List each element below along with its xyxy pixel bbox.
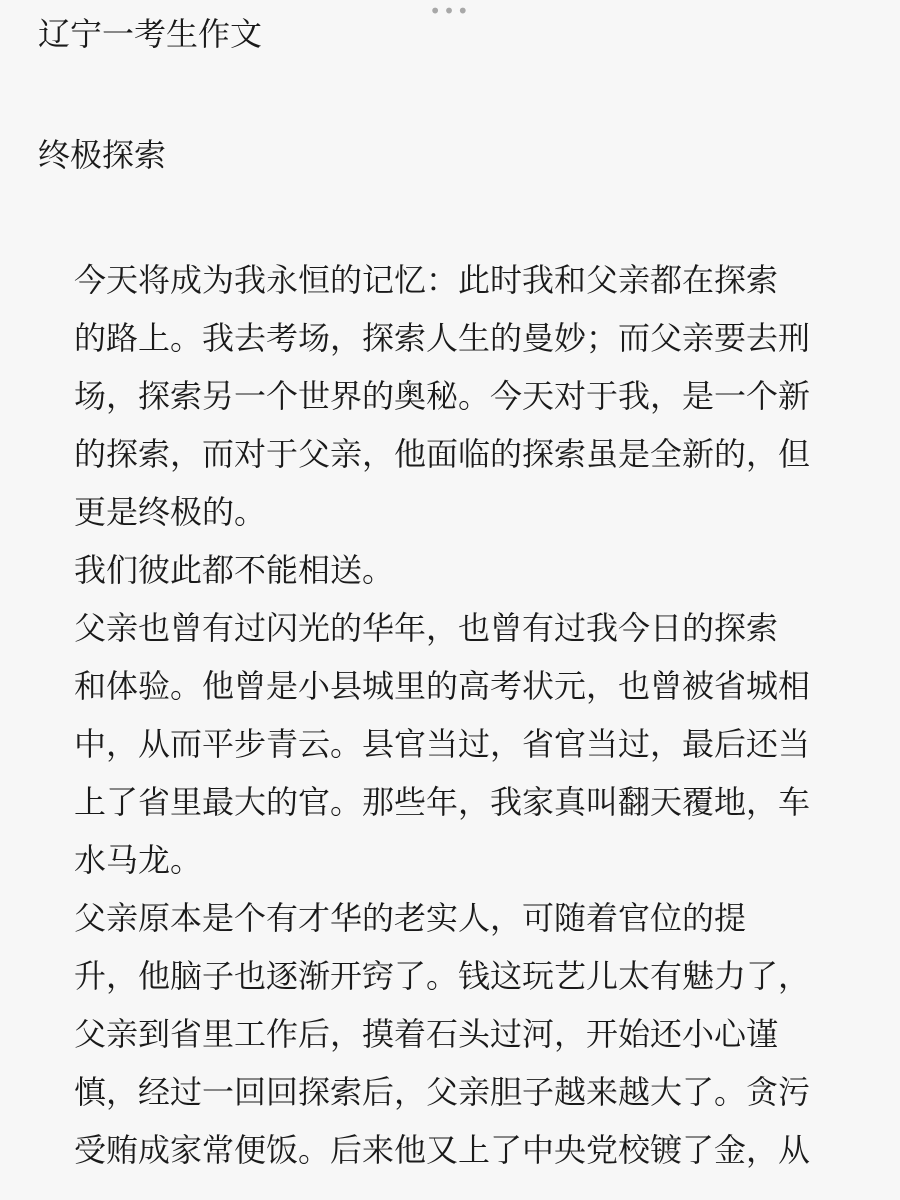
text-line: 水马龙。 (74, 841, 203, 879)
text-line: 更是终极的。 (74, 493, 267, 531)
text-line: 中，从而平步青云。县官当过，省官当过，最后还当 (74, 725, 811, 763)
text-line: 父亲原本是个有才华的老实人，可随着官位的提 (74, 899, 747, 937)
text-line: 的路上。我去考场，探索人生的曼妙；而父亲要去刑 (74, 319, 811, 357)
text-line: 升，他脑子也逐渐开窍了。钱这玩艺儿太有魅力了， (74, 957, 811, 995)
essay-title: 终极探索 (38, 136, 167, 174)
text-line: 上了省里最大的官。那些年，我家真叫翻天覆地，车 (74, 783, 811, 821)
text-line: 慎，经过一回回探索后，父亲胆子越来越大了。贪污 (74, 1073, 811, 1111)
text-line: 父亲到省里工作后，摸着石头过河，开始还小心谨 (74, 1015, 779, 1053)
paragraph-4 (38, 889, 868, 1179)
text-line: 场，探索另一个世界的奥秘。今天对于我，是一个新 (74, 377, 811, 415)
paragraph-1 (38, 251, 868, 541)
window-drag-handle[interactable]: ••• (429, 0, 471, 23)
text-line: 父亲也曾有过闪光的华年，也曾有过我今日的探索 (74, 609, 779, 647)
paragraph-2 (38, 541, 868, 599)
text-line: 的探索，而对于父亲，他面临的探索虽是全新的，但 (74, 435, 811, 473)
text-line: 和体验。他曾是小县城里的高考状元，也曾被省城相 (74, 667, 811, 705)
text-line: 受贿成家常便饭。后来他又上了中央党校镀了金，从 (74, 1131, 811, 1169)
essay-body (38, 251, 868, 1179)
text-line: 今天将成为我永恒的记忆：此时我和父亲都在探索 (74, 261, 779, 299)
document-title: 辽宁一考生作文 (38, 15, 263, 53)
text-line: 我们彼此都不能相送。 (74, 551, 395, 589)
paragraph-3 (38, 599, 868, 889)
